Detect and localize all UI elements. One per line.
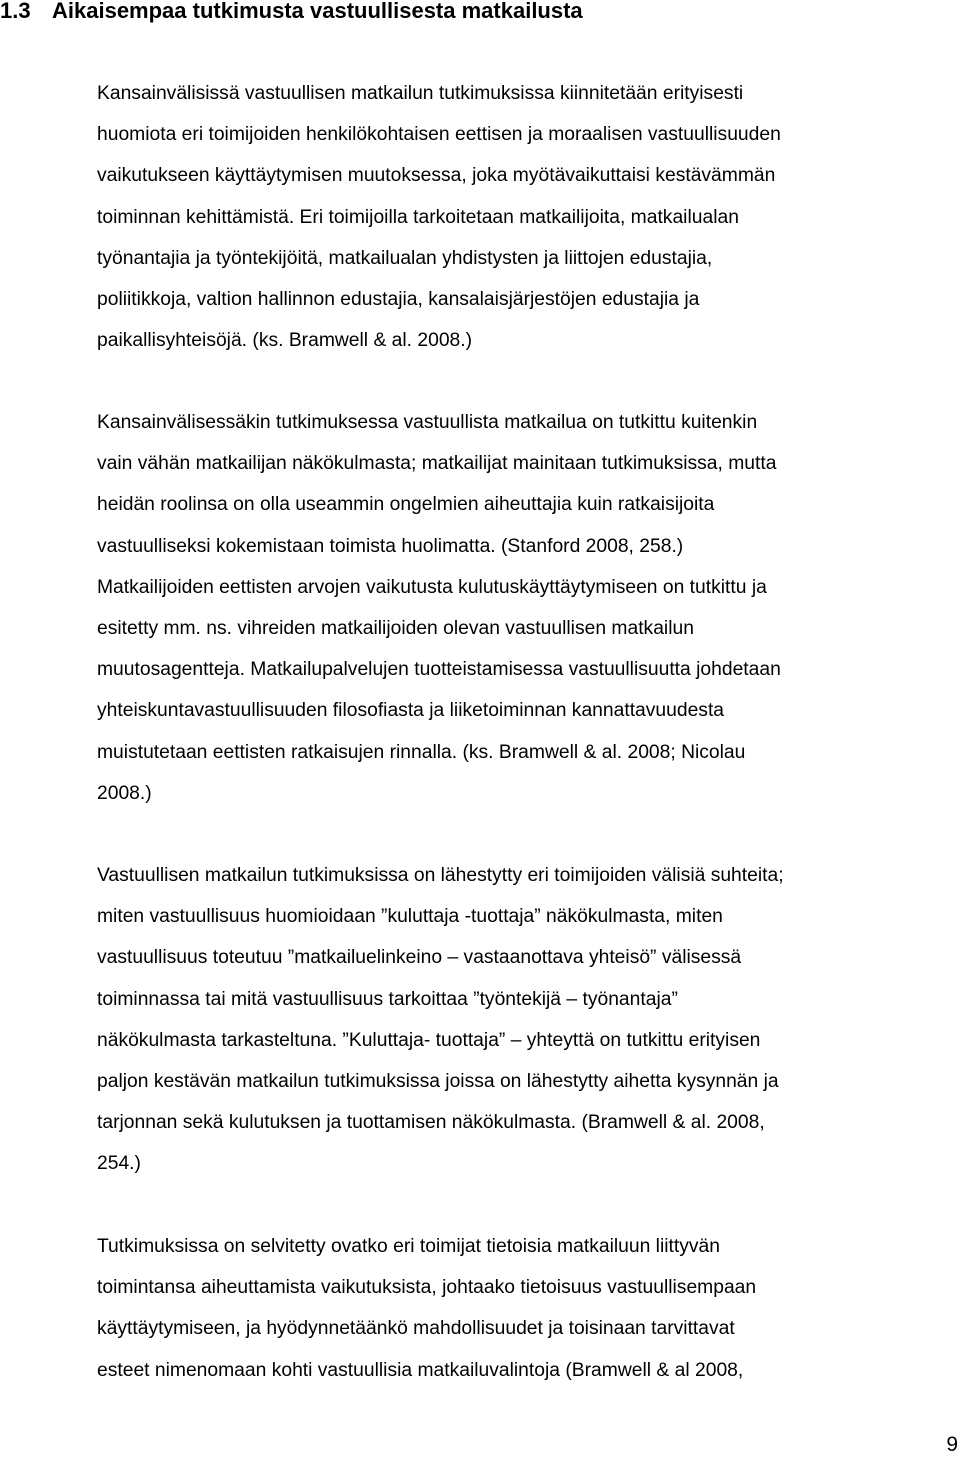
section-number: 1.3 <box>0 0 31 23</box>
text-line: Matkailijoiden eettisten arvojen vaikutusta kulutuskäyttäytymiseen on tutkittu ja <box>97 576 767 598</box>
text-line: paikallisyhteisöjä. (ks. Bramwell & al. 2008.) <box>97 330 473 352</box>
text-line: Kansainvälisissä vastuullisen matkailun tutkimuksissa kiinnitetään erityisesti <box>97 83 744 104</box>
text-line: yhteiskuntavastuullisuuden filosofiasta ja liiketoiminnan kannattavuudesta <box>97 700 725 722</box>
text-line: miten vastuullisuus huomioidaan ”kuluttaja -tuottaja” näkökulmasta, miten <box>97 906 723 928</box>
page-number: 9 <box>946 1433 958 1456</box>
text-line: Kansainvälisessäkin tutkimuksessa vastuullista matkailua on tutkittu kuitenkin <box>97 412 758 433</box>
text-line: vastuulliseksi kokemistaan toimista huolimatta. (Stanford 2008, 258.) <box>97 535 684 557</box>
text-line: 2008.) <box>97 782 152 804</box>
text-line: Vastuullisen matkailun tutkimuksissa on lähestytty eri toimijoiden välisiä suhteita; <box>97 865 784 886</box>
text-line: esteet nimenomaan kohti vastuullisia matkailuvalintoja (Bramwell & al 2008, <box>97 1359 744 1381</box>
paragraph-1 <box>97 73 957 361</box>
text-line: muutosagentteja. Matkailupalvelujen tuotteistamisessa vastuullisuutta johdetaan <box>97 659 781 681</box>
section-title: Aikaisempaa tutkimusta vastuullisesta matkailusta <box>52 0 583 23</box>
paragraph-3 <box>97 855 957 1185</box>
text-line: esitetty mm. ns. vihreiden matkailijoiden olevan vastuullisen matkailun <box>97 617 694 639</box>
text-line: paljon kestävän matkailun tutkimuksissa joissa on lähestytty aihetta kysynnän ja <box>97 1070 779 1092</box>
text-line: poliitikkoja, valtion hallinnon edustajia, kansalaisjärjestöjen edustajia ja <box>97 288 700 310</box>
text-line: muistutetaan eettisten ratkaisujen rinnalla. (ks. Bramwell & al. 2008; Nicolau <box>97 741 746 763</box>
text-line: käyttäytymiseen, ja hyödynnetäänkö mahdollisuudet ja toisinaan tarvittavat <box>97 1318 735 1340</box>
text-line: työnantajia ja työntekijöitä, matkailualan yhdistysten ja liittojen edustajia, <box>97 247 713 269</box>
text-line: näkökulmasta tarkasteltuna. ”Kuluttaja- tuottaja” – yhteyttä on tutkittu erityisen <box>97 1029 761 1051</box>
text-line: toiminnassa tai mitä vastuullisuus tarkoittaa ”työntekijä – työnantaja” <box>97 988 678 1010</box>
text-line: vaikutukseen käyttäytymisen muutoksessa, joka myötävaikuttaisi kestävämmän <box>97 165 776 187</box>
paragraph-2 <box>97 402 957 814</box>
text-line: vain vähän matkailijan näkökulmasta; matkailijat mainitaan tutkimuksissa, mutta <box>97 453 777 475</box>
text-line: toiminnan kehittämistä. Eri toimijoilla tarkoitetaan matkailijoita, matkailualan <box>97 206 739 228</box>
text-line: toimintansa aiheuttamista vaikutuksista, johtaako tietoisuus vastuullisempaan <box>97 1277 757 1299</box>
text-line: Tutkimuksissa on selvitetty ovatko eri toimijat tietoisia matkailuun liittyvän <box>97 1236 720 1257</box>
text-line: 254.) <box>97 1153 141 1175</box>
text-line: vastuullisuus toteutuu ”matkailuelinkeino – vastaanottava yhteisö” välisessä <box>97 947 742 969</box>
text-line: heidän roolinsa on olla useammin ongelmien aiheuttajia kuin ratkaisijoita <box>97 494 715 516</box>
text-line: huomiota eri toimijoiden henkilökohtaisen eettisen ja moraalisen vastuullisuuden <box>97 124 781 146</box>
text-line: tarjonnan sekä kulutuksen ja tuottamisen näkökulmasta. (Bramwell & al. 2008, <box>97 1112 765 1134</box>
section-heading <box>0 0 583 28</box>
paragraph-4 <box>97 1226 957 1391</box>
